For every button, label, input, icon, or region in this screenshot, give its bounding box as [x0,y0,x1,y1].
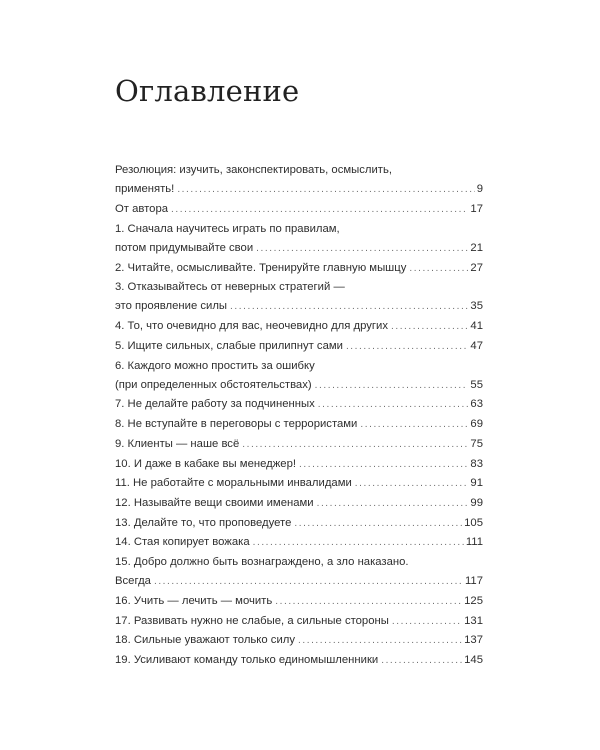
toc-page-number: 17 [470,202,483,215]
toc-entry [115,592,483,611]
toc-entry-title-line: потом придумывайте свои [115,241,254,254]
toc-entry [115,200,483,219]
toc-page-number: 55 [470,378,483,391]
toc-entry-title-line: 1. Сначала научитесь играть по правилам, [115,222,340,235]
toc-entry-last-line [115,180,483,199]
toc-entry-last-line [115,415,483,434]
dot-leader [298,631,462,650]
dot-leader [242,435,468,454]
toc-page-number: 99 [470,496,483,509]
toc-page-number: 105 [464,516,483,529]
dot-leader [409,259,468,278]
toc-entry-title-line: Резолюция: изучить, законспектировать, осмыслить, [115,164,392,176]
toc-entry-last-line [115,337,483,356]
toc-entry-title-line: 2. Читайте, осмысливайте. Тренируйте главную мышцу [115,261,407,274]
toc-entry [115,553,483,591]
toc-entry [115,220,483,258]
toc-entry-last-line [115,297,483,316]
toc-entry-title-line: 13. Делайте то, что проповедуете [115,516,292,529]
toc-entry [115,317,483,336]
toc-entry-title-line: 11. Не работайте с моральными инвалидами [115,477,352,490]
toc-page-number: 111 [465,536,483,549]
toc-entry-last-line [115,494,483,513]
toc-entry-last-line [115,533,483,552]
dot-leader [275,592,462,611]
toc-page-number: 137 [464,634,483,647]
toc-entry-last-line [115,455,483,474]
toc-page-number: 21 [470,241,483,254]
dot-leader [391,317,468,336]
toc-entry-title-line: (при определенных обстоятельствах) [115,378,312,391]
toc-entry-title-line: 17. Развивать нужно не слабые, а сильные стороны [115,614,389,627]
toc-entry [115,337,483,356]
dot-leader [315,376,469,395]
toc-entry [115,474,483,493]
toc-entry-title-line: 8. Не вступайте в переговоры с террористами [115,418,358,431]
toc-entry [115,494,483,513]
toc-entry-title-line: это проявление силы [115,300,228,313]
toc-entry [115,278,483,316]
dot-leader [294,514,462,533]
toc-entry-last-line [115,612,483,631]
toc-entry-last-line [115,651,483,670]
toc-entry [115,455,483,474]
toc-entry-title-line: 4. То, что очевидно для вас, неочевидно для других [115,320,388,333]
dot-leader [346,337,468,356]
toc-entry-last-line [115,200,483,219]
page-title: Оглавление [115,74,300,108]
toc-page-number: 131 [464,614,483,627]
toc-page-number: 69 [470,418,483,431]
toc-entry [115,395,483,414]
toc-entry-title-line: применять! [115,183,175,196]
toc-entry [115,435,483,454]
toc-entry [115,533,483,552]
dot-leader [355,474,469,493]
toc-entry-title-line: 10. И даже в кабаке вы менеджер! [115,457,296,470]
dot-leader [256,239,468,258]
toc-entry-title-line: 7. Не делайте работу за подчиненных [115,398,315,411]
toc-entry-last-line [115,395,483,414]
dot-leader [318,395,469,414]
toc-entry-title-line: 18. Сильные уважают только силу [115,634,295,647]
toc-entry [115,259,483,278]
dot-leader [154,572,463,591]
table-of-contents [115,161,483,670]
toc-entry-last-line [115,514,483,533]
toc-entry-title-line: 6. Каждого можно простить за ошибку [115,359,315,372]
toc-entry-title-line: 5. Ищите сильных, слабые прилипнут сами [115,339,343,352]
toc-entry-last-line [115,259,483,278]
toc-entry-title-line: 15. Добро должно быть вознаграждено, а зло наказано. [115,556,409,569]
toc-entry-title-line: 14. Стая копирует вожака [115,536,250,549]
toc-entry-title-line: 12. Называйте вещи своими именами [115,496,314,509]
toc-page-number: 27 [470,261,483,274]
toc-entry-title-line: От автора [115,202,169,215]
dot-leader [392,612,462,631]
toc-entry-title-line: 3. Отказывайтесь от неверных стратегий — [115,281,345,294]
dot-leader [171,200,468,219]
toc-entry [115,357,483,395]
toc-entry-last-line [115,376,483,395]
toc-entry [115,651,483,670]
dot-leader [360,415,468,434]
toc-entry-last-line [115,435,483,454]
toc-entry-last-line [115,572,483,591]
toc-entry [115,514,483,533]
toc-entry-last-line [115,474,483,493]
toc-entry-title-line: 9. Клиенты — наше всё [115,437,240,450]
dot-leader [230,297,468,316]
dot-leader [381,651,462,670]
toc-page-number: 83 [470,457,483,470]
dot-leader [253,533,464,552]
toc-page-number: 41 [470,320,483,333]
toc-page-number: 63 [470,398,483,411]
toc-page-number: 117 [464,575,483,588]
toc-page-number: 75 [470,437,483,450]
toc-entry-last-line [115,592,483,611]
toc-page-number: 9 [476,183,483,196]
toc-entry-last-line [115,239,483,258]
toc-entry-last-line [115,317,483,336]
dot-leader [177,180,474,199]
toc-entry [115,631,483,650]
toc-entry [115,612,483,631]
toc-page-number: 91 [470,477,483,490]
dot-leader [299,455,468,474]
toc-page-number: 145 [464,654,483,667]
toc-page-number: 35 [470,300,483,313]
dot-leader [317,494,469,513]
toc-entry-title-line: 19. Усиливают команду только единомышленники [115,654,379,667]
toc-entry-last-line [115,631,483,650]
toc-page-number: 125 [464,594,483,607]
toc-entry [115,161,483,199]
toc-page-number: 47 [470,339,483,352]
toc-entry-title-line: 16. Учить — лечить — мочить [115,594,273,607]
toc-entry-title-line: Всегда [115,575,151,588]
toc-entry [115,415,483,434]
